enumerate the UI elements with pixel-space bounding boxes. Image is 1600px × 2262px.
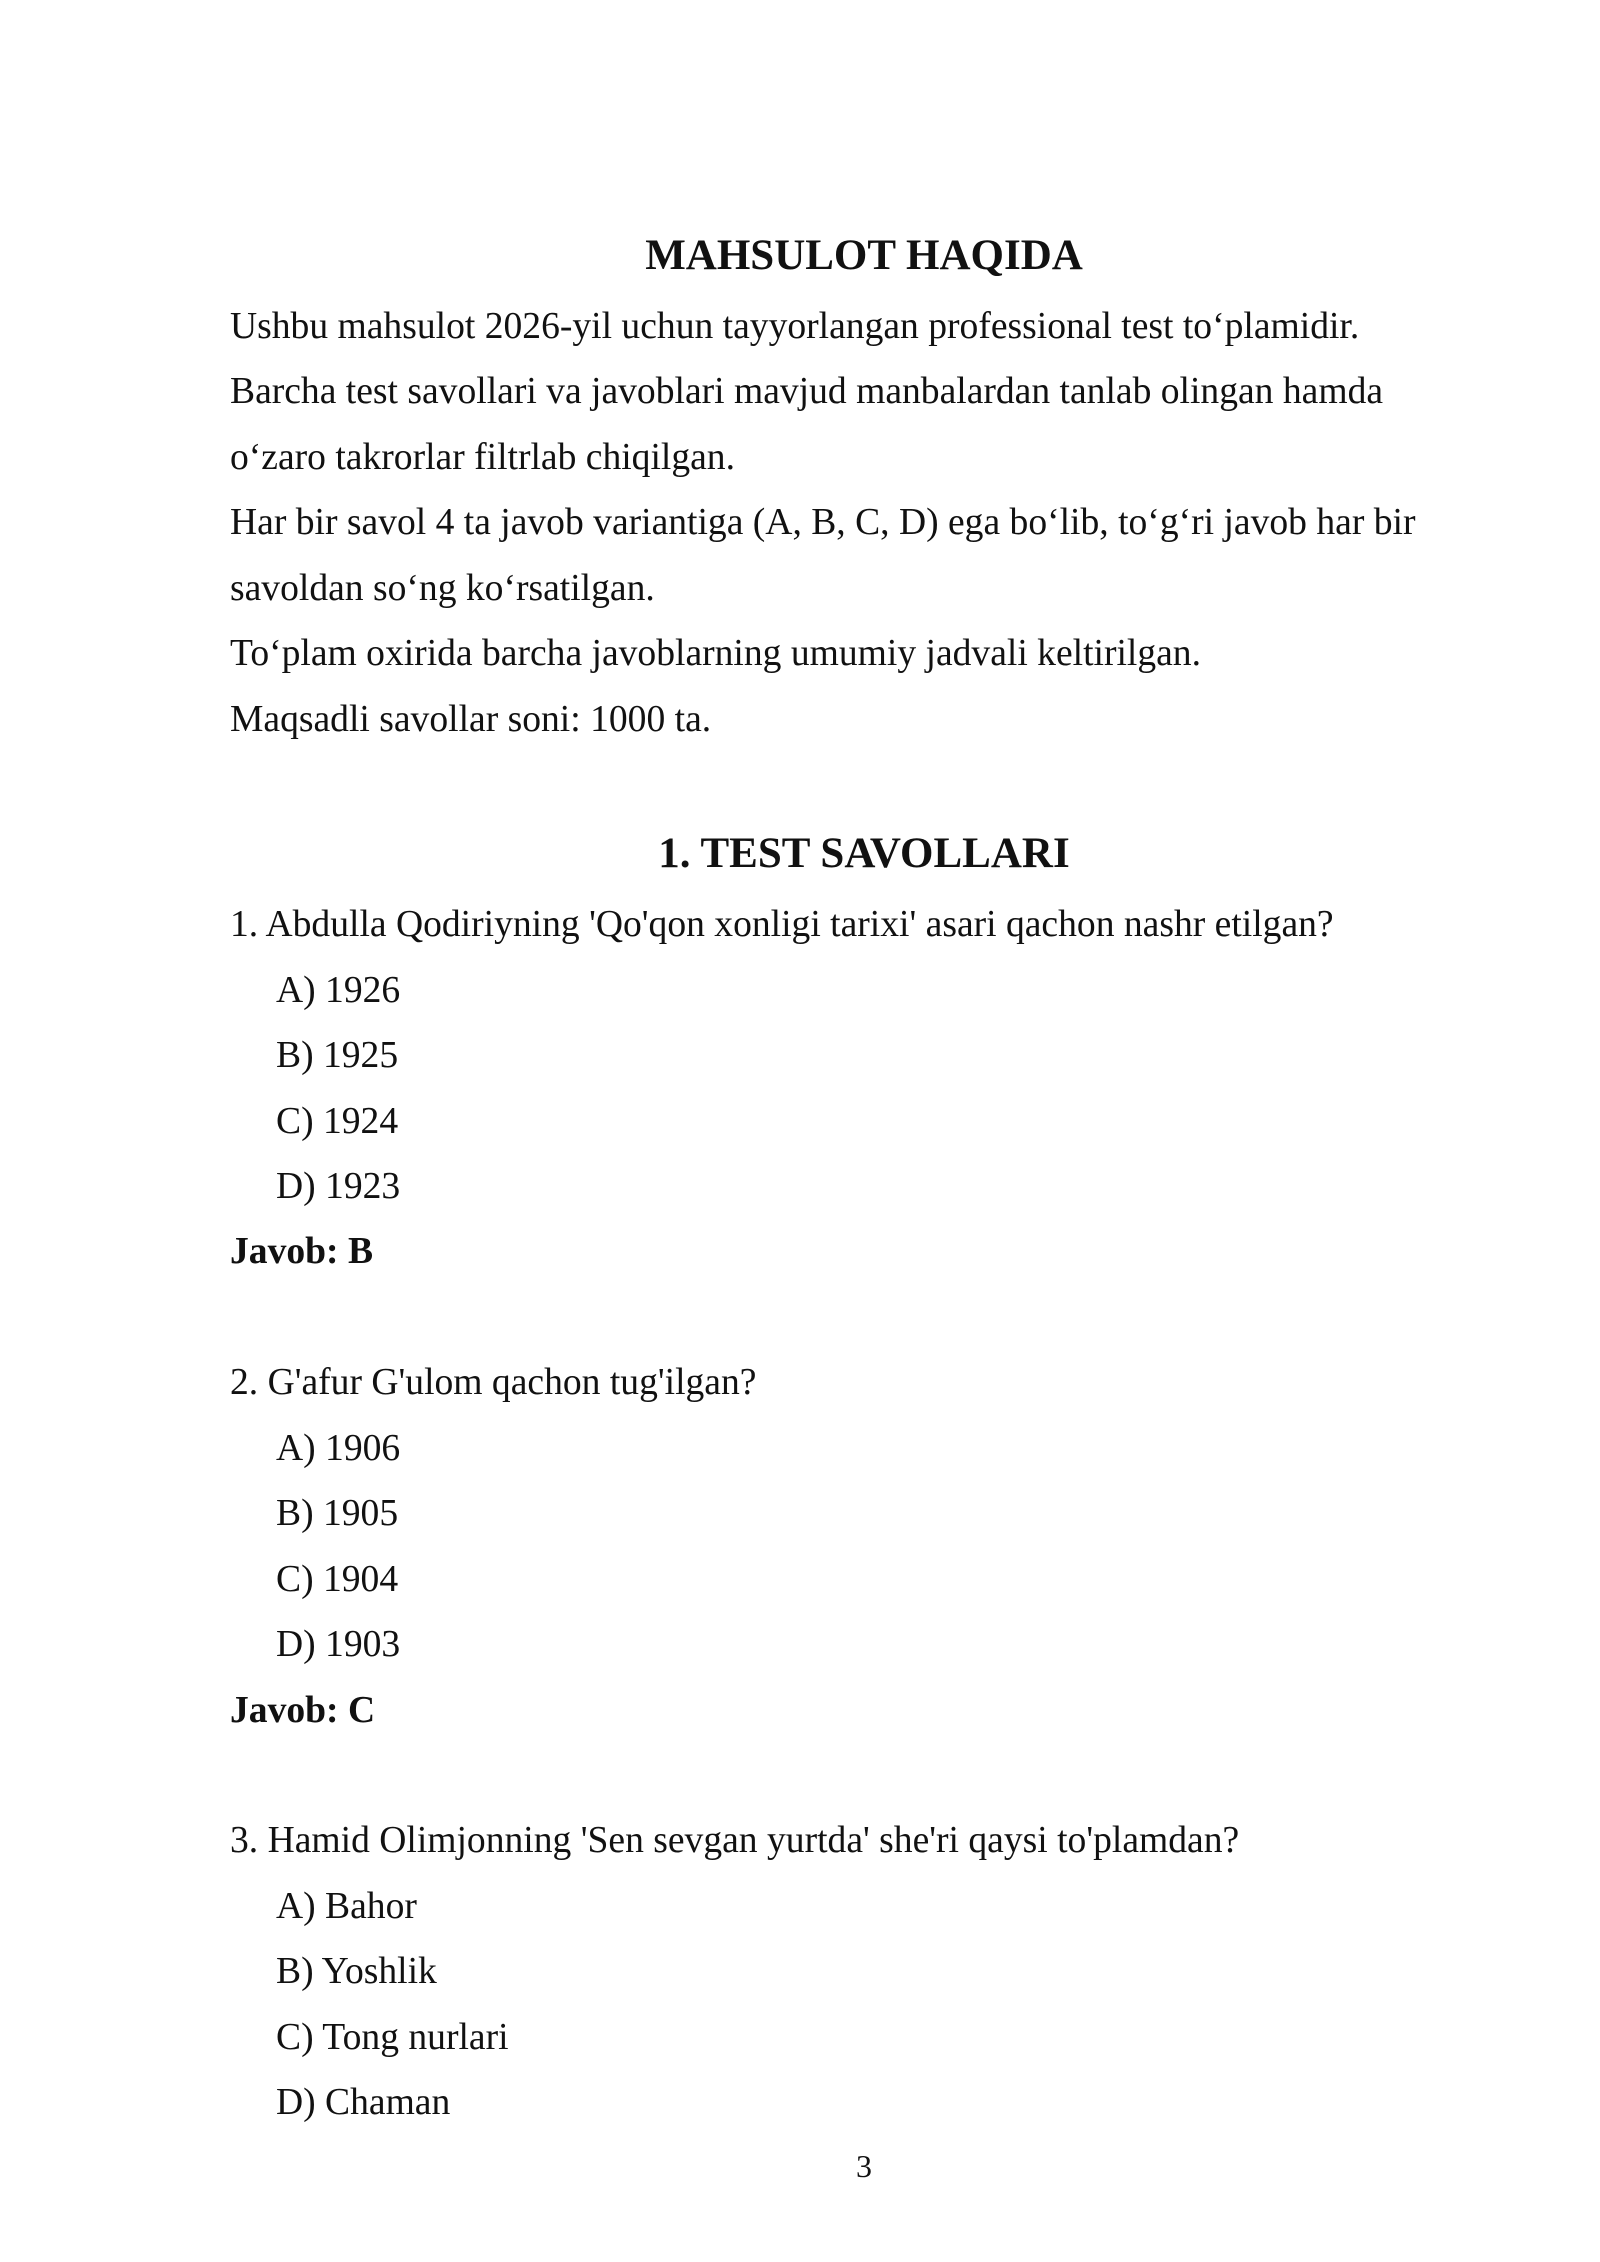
- answer-option: D) Chaman: [276, 2082, 451, 2124]
- page-number: 3: [856, 2148, 872, 2184]
- section-title: 1. TEST SAVOLLARI: [658, 830, 1070, 878]
- about-paragraph: [230, 294, 1498, 752]
- correct-answer: Javob: C: [230, 1689, 376, 1731]
- answer-option: D) 1923: [276, 1165, 401, 1207]
- answer-option: B) Yoshlik: [276, 1951, 437, 1993]
- answer-option: A) 1906: [276, 1427, 401, 1469]
- about-line: Maqsadli savollar soni: 1000 ta.: [230, 698, 712, 740]
- about-title: MAHSULOT HAQIDA: [645, 232, 1083, 279]
- about-line: savoldan so‘ng ko‘rsatilgan.: [230, 567, 655, 609]
- question-block: [230, 1808, 1498, 2135]
- about-line: Barcha test savollari va javoblari mavjud manbalardan tanlab olingan hamda: [230, 371, 1384, 413]
- question-block: [230, 1350, 1498, 1743]
- page-content: [230, 218, 1498, 2201]
- answer-option: C) Tong nurlari: [276, 2016, 509, 2058]
- question-block: [230, 892, 1498, 1285]
- question-text: 2. G'afur G'ulom qachon tug'ilgan?: [230, 1362, 757, 1404]
- answer-option: C) 1904: [276, 1558, 399, 1600]
- answer-option: A) Bahor: [276, 1885, 417, 1927]
- correct-answer: Javob: B: [230, 1231, 374, 1273]
- about-line: o‘zaro takrorlar filtrlab chiqilgan.: [230, 436, 735, 478]
- answer-option: D) 1903: [276, 1624, 401, 1666]
- about-line: To‘plam oxirida barcha javoblarning umumiy jadvali keltirilgan.: [230, 633, 1201, 675]
- question-text: 1. Abdulla Qodiriyning 'Qo'qon xonligi tarixi' asari qachon nashr etilgan?: [230, 904, 1334, 946]
- about-line: Ushbu mahsulot 2026-yil uchun tayyorlangan professional test to‘plamidir.: [230, 306, 1360, 347]
- answer-option: A) 1926: [276, 969, 401, 1011]
- about-line: Har bir savol 4 ta javob variantiga (A, B, C, D) ega bo‘lib, to‘g‘ri javob har bir: [230, 502, 1416, 544]
- answer-option: B) 1925: [276, 1035, 399, 1077]
- answer-option: C) 1924: [276, 1100, 399, 1142]
- question-text: 3. Hamid Olimjonning 'Sen sevgan yurtda' she'ri qaysi to'plamdan?: [230, 1820, 1240, 1862]
- answer-option: B) 1905: [276, 1493, 399, 1535]
